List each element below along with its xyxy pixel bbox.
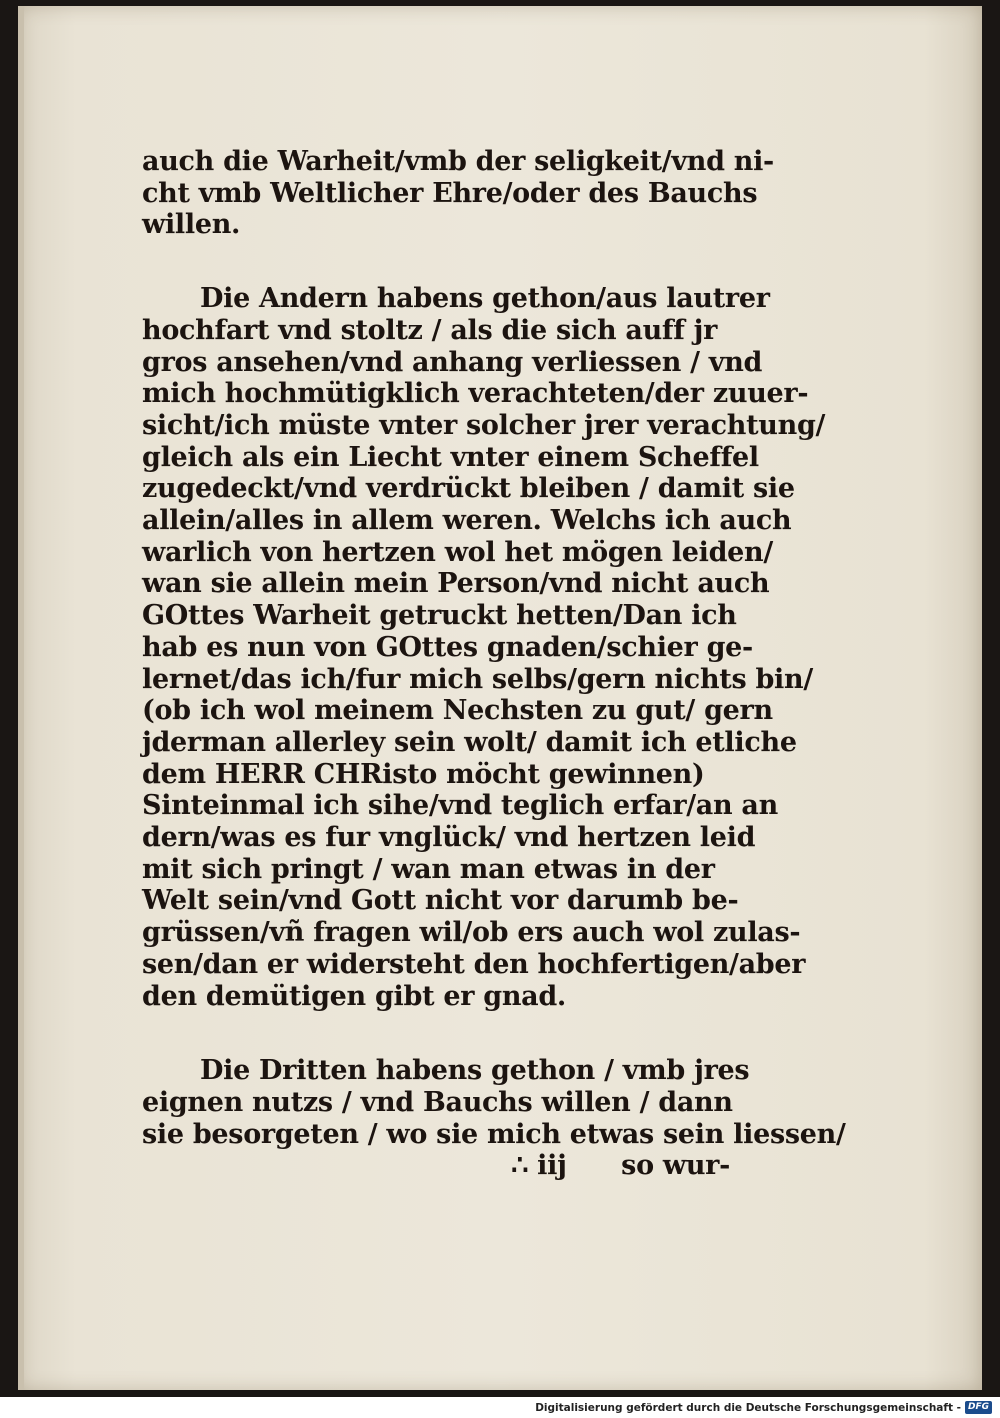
- text-line: gros ansehen/vnd anhang verliessen / vnd: [142, 346, 763, 378]
- text-line: mich hochmütigklich verachteten/der zuuer-: [142, 378, 809, 410]
- text-line: eignen nutzs / vnd Bauchs willen / dann: [142, 1086, 733, 1118]
- text-line: hochfart vnd stoltz / als die sich auff jr: [142, 314, 718, 346]
- text-line: lernet/das ich/fur mich selbs/gern nichts bin/: [142, 663, 813, 695]
- text-line: Sinteinmal ich sihe/vnd teglich erfar/an an: [142, 790, 778, 822]
- text-line: allein/alles in allem weren. Welchs ich auch: [142, 505, 792, 537]
- dfg-logo-icon: DFG: [965, 1401, 992, 1414]
- text-line: hab es nun von GOttes gnaden/schier ge-: [142, 631, 753, 663]
- page-text-block: [142, 146, 846, 1182]
- text-line: mit sich pringt / wan man etwas in der: [142, 853, 715, 885]
- text-line: Die Andern habens gethon/aus lautrer: [200, 283, 770, 315]
- paragraph-3: [142, 1055, 846, 1150]
- text-line: dern/was es fur vnglück/ vnd hertzen leid: [142, 822, 756, 854]
- text-line: wan sie allein mein Person/vnd nicht auch: [142, 568, 770, 600]
- signature-and-catchword-line: [142, 1150, 742, 1182]
- book-page: [18, 6, 982, 1390]
- text-line: jderman allerley sein wolt/ damit ich etliche: [142, 726, 797, 758]
- text-line: warlich von hertzen wol het mögen leiden/: [142, 536, 773, 568]
- text-line: cht vmb Weltlicher Ehre/oder des Bauchs: [142, 177, 758, 209]
- text-line: sicht/ich müste vnter solcher jrer verachtung/: [142, 409, 826, 441]
- text-line: zugedeckt/vnd verdrückt bleiben / damit sie: [142, 473, 795, 505]
- signature-mark: ∴ iij: [511, 1150, 567, 1182]
- digitization-footer: [0, 1397, 1000, 1418]
- text-line: willen.: [142, 209, 241, 241]
- paragraph-1: [142, 146, 774, 241]
- text-line: GOttes Warheit getruckt hetten/Dan ich: [142, 600, 737, 632]
- text-line: gleich als ein Liecht vnter einem Scheffel: [142, 441, 759, 473]
- text-line: Welt sein/vnd Gott nicht vor darumb be-: [142, 885, 739, 917]
- text-line: dem HERR CHRisto möcht gewinnen): [142, 758, 705, 790]
- funding-credit: Digitalisierung gefördert durch die Deutsche Forschungsgemeinschaft -: [535, 1401, 961, 1414]
- text-line: grüssen/vñ fragen wil/ob ers auch wol zulas-: [142, 917, 801, 949]
- paragraph-2: [142, 283, 826, 1012]
- text-line: auch die Warheit/vmb der seligkeit/vnd ni-: [142, 146, 774, 177]
- text-line: sie besorgeten / wo sie mich etwas sein liessen/: [142, 1118, 846, 1150]
- text-line: sen/dan er widersteht den hochfertigen/aber: [142, 948, 806, 980]
- catchword: so wur-: [621, 1150, 730, 1182]
- text-line: Die Dritten habens gethon / vmb jres: [200, 1055, 750, 1087]
- text-line: den demütigen gibt er gnad.: [142, 980, 567, 1012]
- text-line: (ob ich wol meinem Nechsten zu gut/ gern: [142, 695, 773, 727]
